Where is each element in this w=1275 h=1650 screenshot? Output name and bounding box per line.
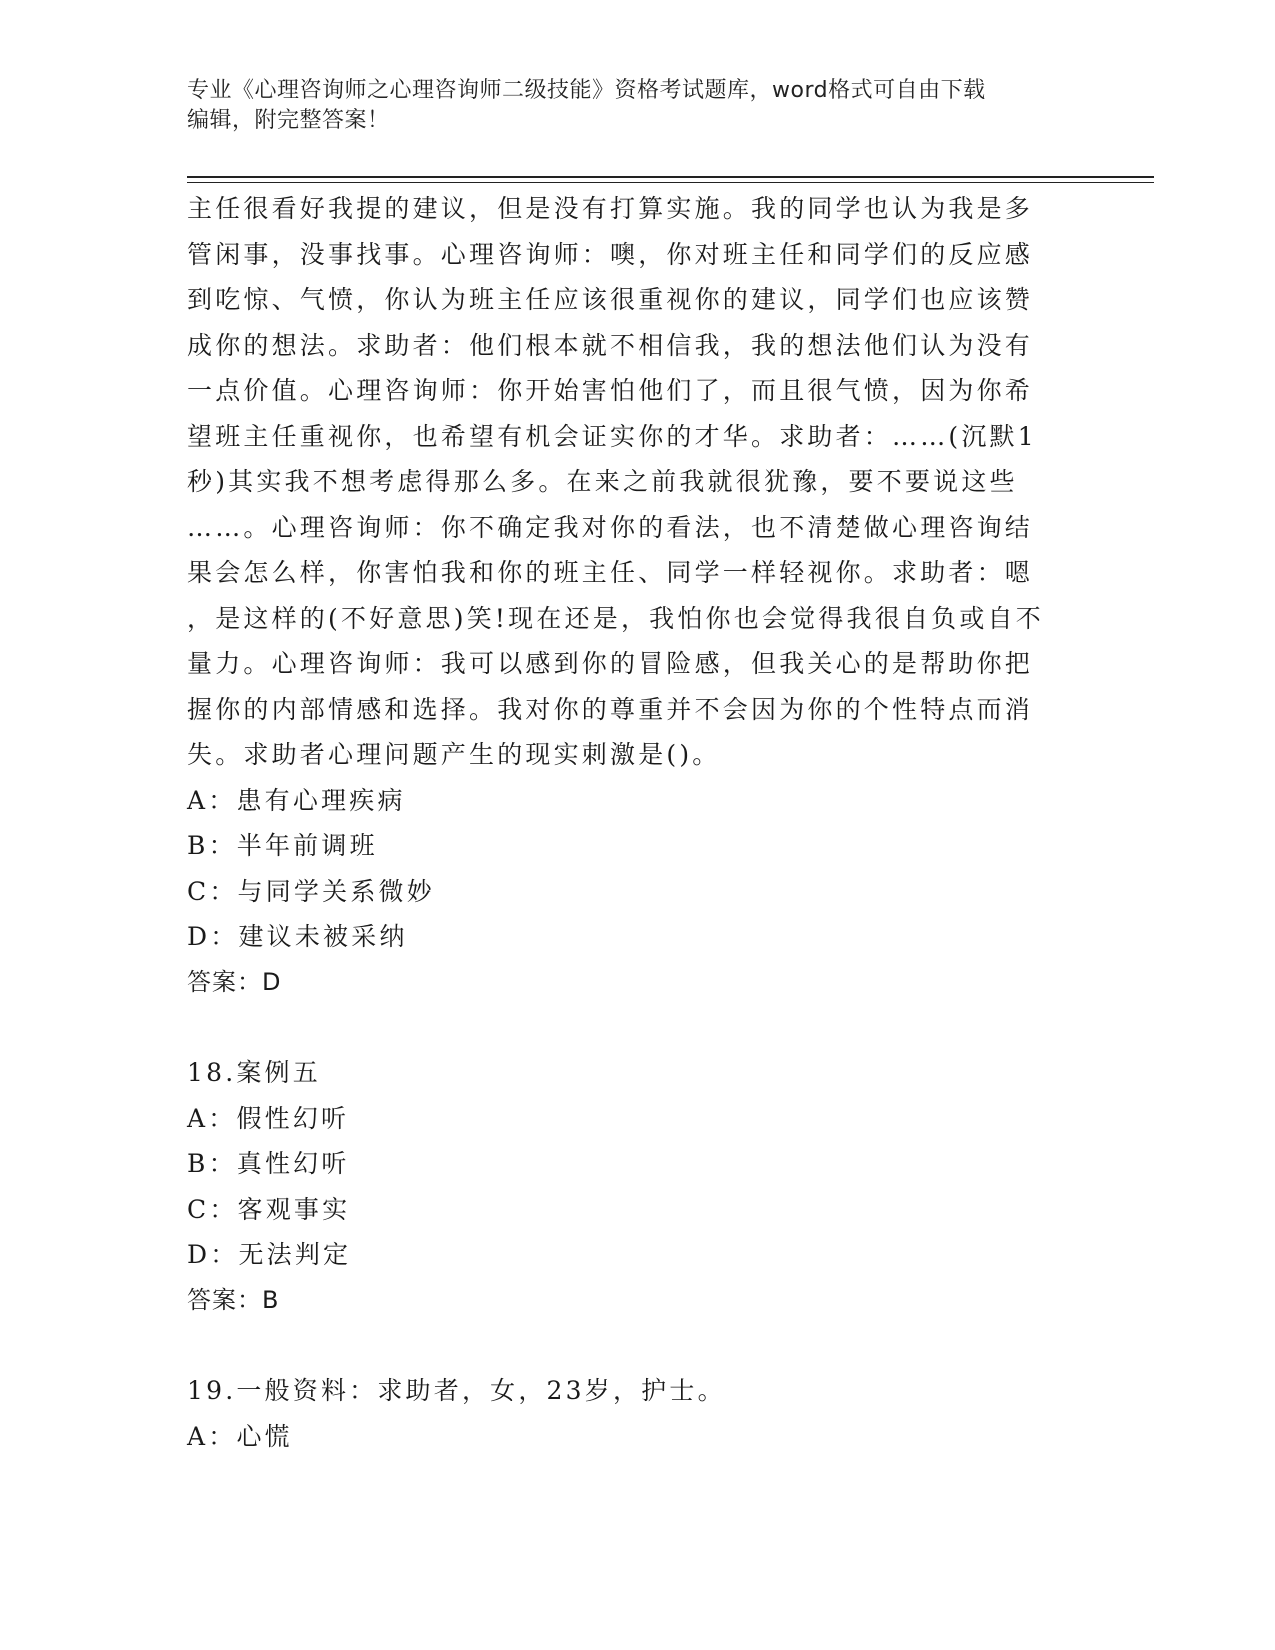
header-divider-thin [187, 182, 1154, 183]
passage-line: 望班主任重视你，也希望有机会证实你的才华。求助者：……(沉默1 [187, 421, 1037, 451]
passage-line: 失。求助者心理问题产生的现实刺激是()。 [187, 740, 721, 769]
option-c: C：与同学关系微妙 [187, 876, 435, 906]
option-b: B：半年前调班 [187, 831, 378, 860]
question-spacer [187, 1005, 1077, 1050]
question-19-options [187, 1414, 1077, 1460]
passage-line: ，是这样的(不好意思)笑!现在还是，我怕你也会觉得我很自负或自不 [187, 603, 1044, 633]
question-18-options [187, 1096, 1077, 1278]
passage-line: 量力。心理咨询师：我可以感到你的冒险感，但我关心的是帮助你把 [187, 649, 1034, 678]
header-divider-thick [187, 176, 1154, 178]
passage-line: ……。心理咨询师：你不确定我对你的看法，也不清楚做心理咨询结 [187, 512, 1034, 542]
option-a: A：心慌 [187, 1421, 293, 1451]
passage-line: 到吃惊、气愤，你认为班主任应该很重视你的建议，同学们也应该赞 [187, 285, 1034, 314]
question-spacer [187, 1323, 1077, 1368]
option-c: C：客观事实 [187, 1194, 351, 1224]
question-17-answer: 答案：D [187, 967, 282, 996]
passage-line: 握你的内部情感和选择。我对你的尊重并不会因为你的个性特点而消 [187, 694, 1034, 724]
option-d: D：建议未被采纳 [187, 922, 408, 951]
passage-line: 成你的想法。求助者：他们根本就不相信我，我的想法他们认为没有 [187, 330, 1034, 360]
option-b: B：真性幻听 [187, 1149, 350, 1178]
question-17-passage [187, 186, 1077, 778]
header-line-2: 编辑，附完整答案！ [187, 108, 390, 133]
question-18-title: 18.案例五 [187, 1058, 321, 1087]
passage-line: 管闲事，没事找事。心理咨询师：噢，你对班主任和同学们的反应感 [187, 239, 1034, 269]
passage-line: 秒)其实我不想考虑得那么多。在来之前我就很犹豫，要不要说这些 [187, 467, 1018, 496]
passage-line: 主任很看好我提的建议，但是没有打算实施。我的同学也认为我是多 [187, 194, 1034, 223]
question-18-answer: 答案：B [187, 1285, 280, 1314]
option-d: D：无法判定 [187, 1240, 352, 1269]
header-line-1: 专业《心理咨询师之心理咨询师二级技能》资格考试题库，word格式可自由下载 [187, 78, 986, 103]
passage-line: 一点价值。心理咨询师：你开始害怕他们了，而且很气愤，因为你希 [187, 376, 1034, 405]
option-a: A：患有心理疾病 [187, 785, 406, 815]
document-body [187, 186, 1077, 1459]
page-header [187, 76, 1077, 136]
passage-line: 果会怎么样，你害怕我和你的班主任、同学一样轻视你。求助者：嗯 [187, 558, 1034, 587]
question-19-title: 19.一般资料：求助者，女，23岁，护士。 [187, 1376, 726, 1405]
option-a: A：假性幻听 [187, 1103, 350, 1133]
question-17-options [187, 778, 1077, 960]
